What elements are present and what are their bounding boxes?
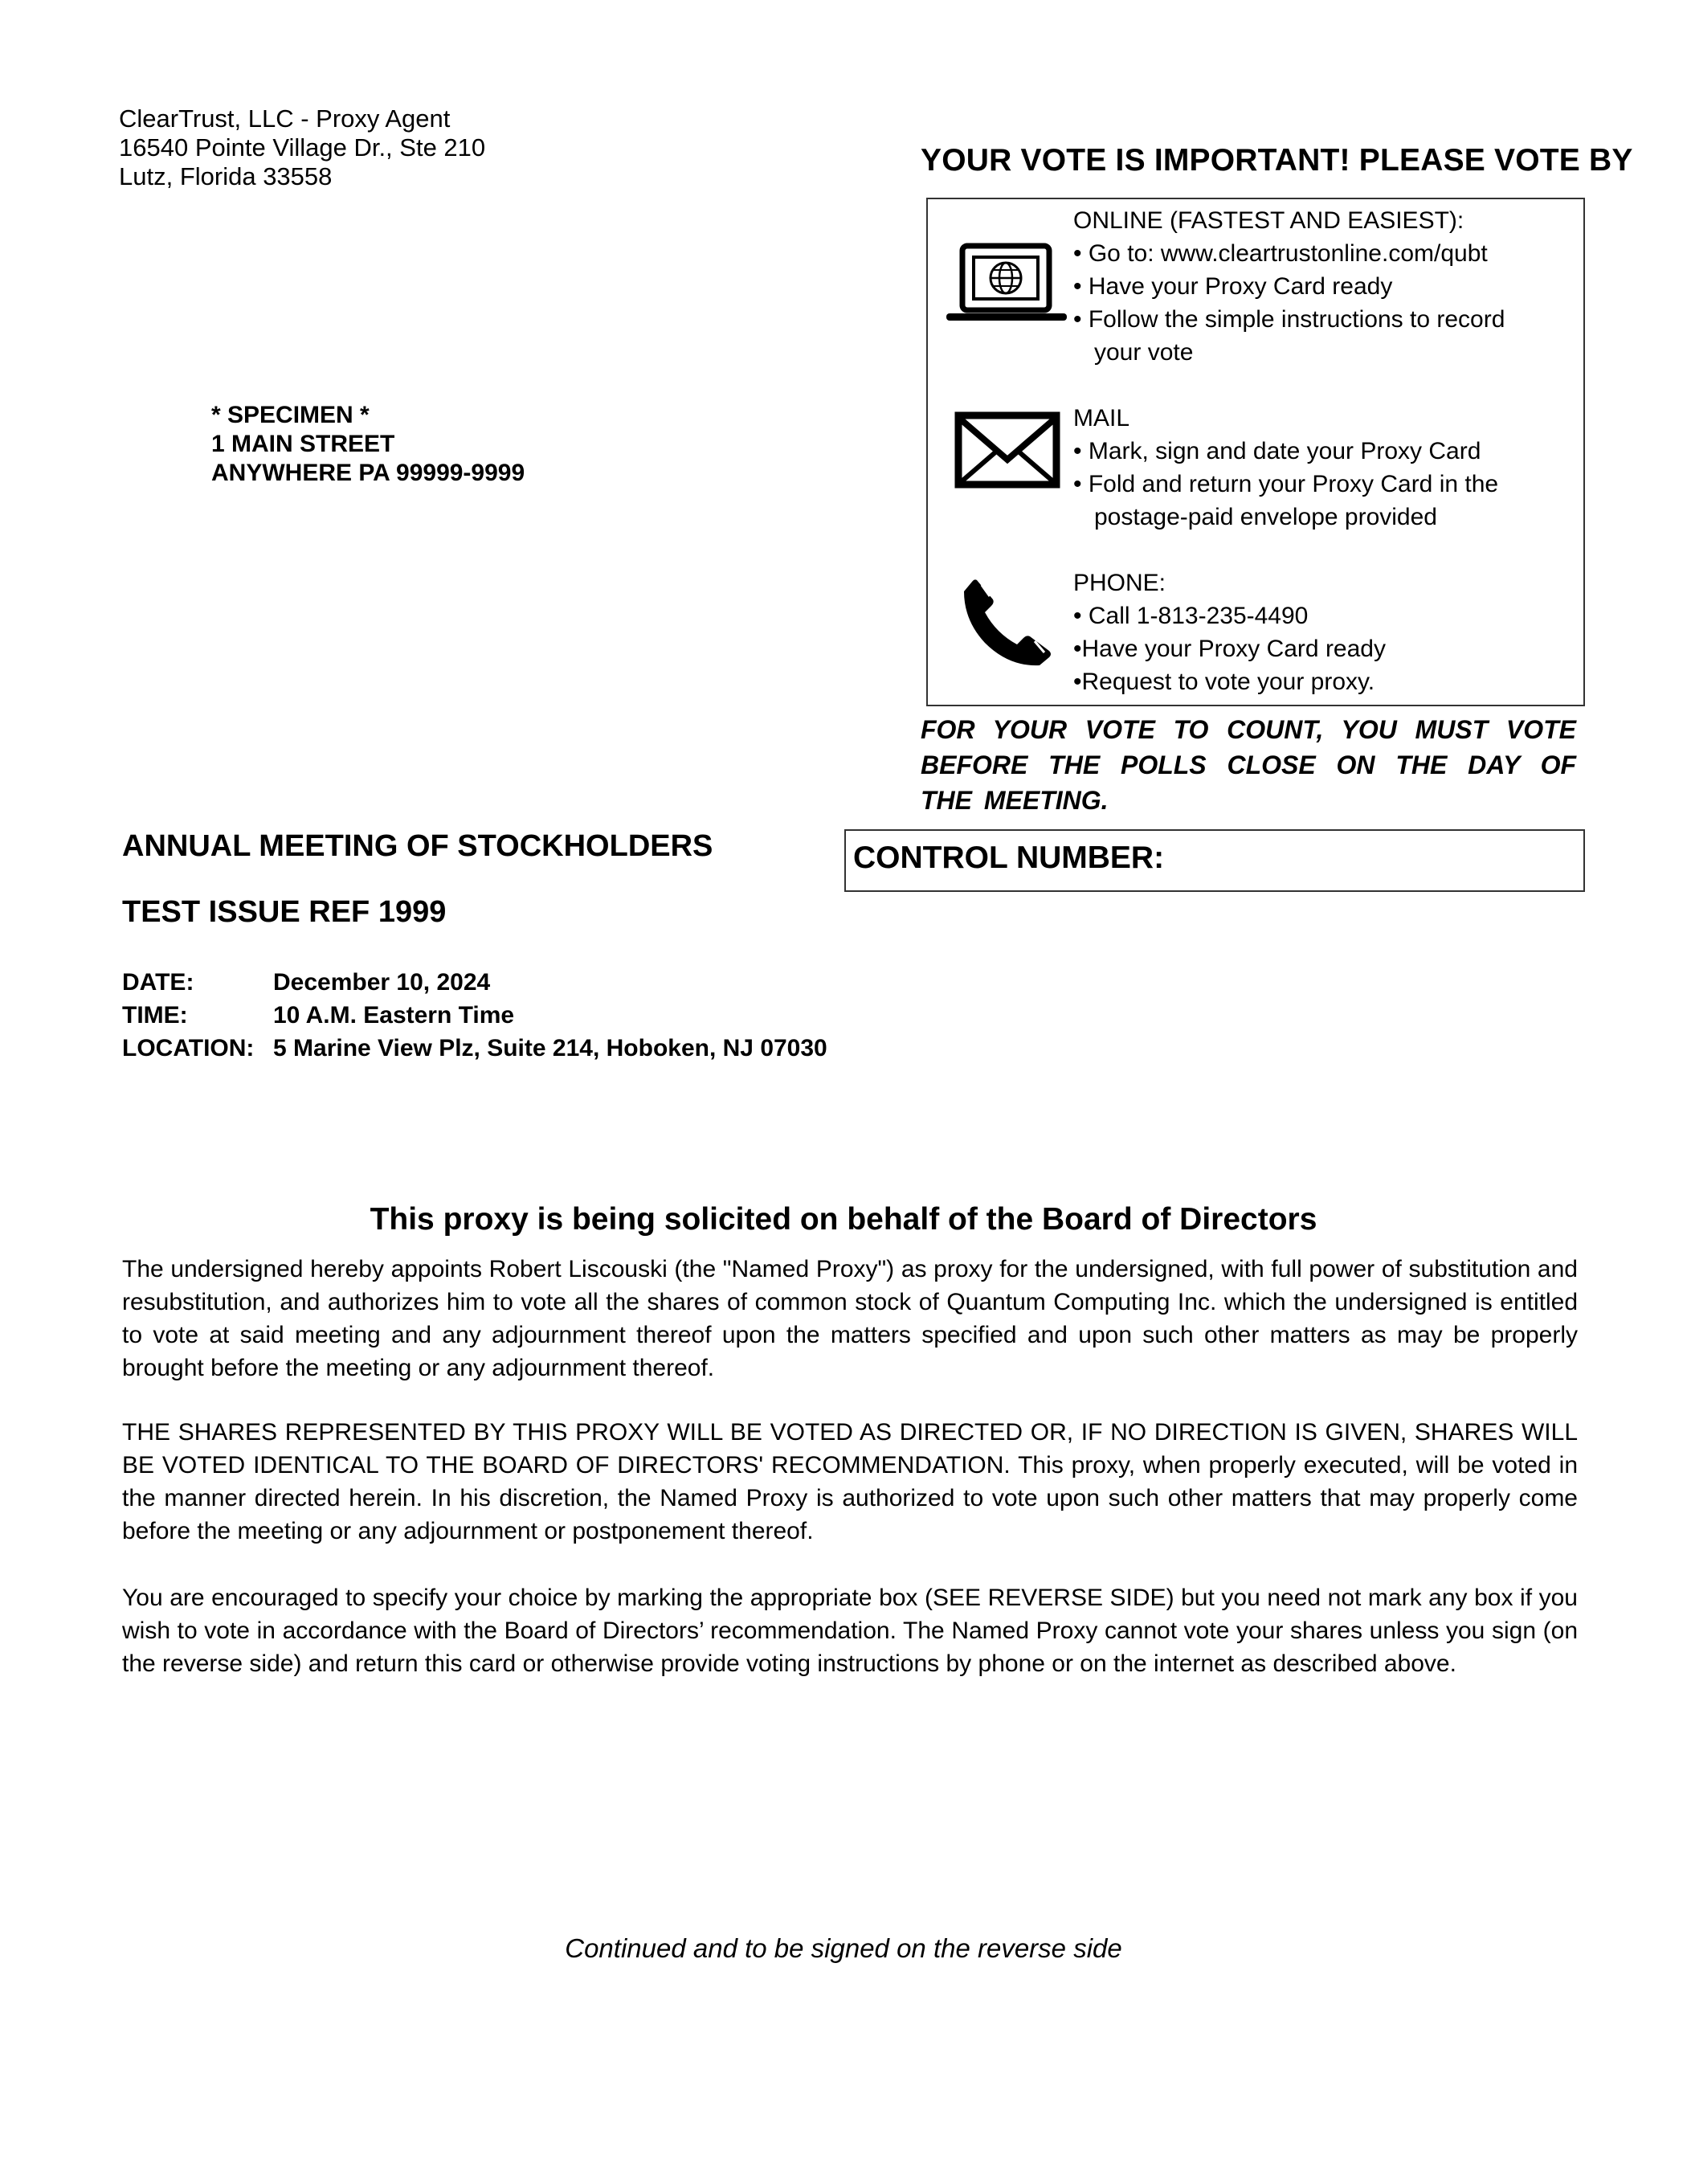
phone-voting-section [1073, 566, 1386, 698]
online-voting-section [1073, 204, 1505, 369]
proxy-agent-address [119, 104, 485, 191]
phone-title: PHONE: [1073, 570, 1166, 596]
online-item: • Go to: www.cleartrustonline.com/qubt [1073, 240, 1488, 267]
time-label: TIME: [122, 1002, 188, 1029]
mail-item: • Fold and return your Proxy Card in the [1073, 471, 1499, 497]
online-item: • Follow the simple instructions to record [1073, 306, 1505, 333]
phone-item: •Have your Proxy Card ready [1073, 636, 1386, 662]
time-row [122, 999, 827, 1032]
location-label: LOCATION: [122, 1035, 255, 1061]
laptop-globe-icon [945, 241, 1070, 325]
mail-voting-section [1073, 402, 1498, 534]
meeting-details [122, 966, 827, 1065]
location-row [122, 1032, 827, 1065]
date-row [122, 966, 827, 999]
mail-item: postage-paid envelope provided [1094, 504, 1437, 530]
phone-item: • Call 1-813-235-4490 [1073, 603, 1309, 629]
agent-line-1: ClearTrust, LLC - Proxy Agent [119, 104, 451, 133]
vote-deadline-note: FOR YOUR VOTE TO COUNT, YOU MUST VOTE BEFORE THE POLLS CLOSE ON THE DAY OF THE MEETING. [921, 715, 1576, 815]
phone-item: •Request to vote your proxy. [1073, 669, 1375, 695]
continued-note: Continued and to be signed on the reverse side [565, 1933, 1122, 1963]
appointment-paragraph: The undersigned hereby appoints Robert Liscouski (the "Named Proxy") as proxy for the undersigned, with full power of substitution and resubstitution, and authorizes him to vote all the shares of common stock of Quantum Computing Inc. which the undersigned is entitled to vote at said meeting and any adjournment thereof upon the matters specified and upon such other matters as may be properly brought before the meeting or any adjournment thereof. [122, 1256, 1578, 1381]
vote-heading: YOUR VOTE IS IMPORTANT! PLEASE VOTE BY [921, 143, 1633, 178]
recipient-line-1: * SPECIMEN * [211, 402, 370, 428]
online-title: ONLINE (FASTEST AND EASIEST): [1073, 207, 1464, 234]
date-label: DATE: [122, 969, 194, 996]
issue-title: TEST ISSUE REF 1999 [122, 895, 447, 929]
envelope-icon [954, 411, 1060, 489]
date-value: December 10, 2024 [273, 969, 491, 996]
online-item: your vote [1094, 339, 1194, 366]
solicitation-heading: This proxy is being solicited on behalf of the Board of Directors [370, 1202, 1317, 1237]
online-item: • Have your Proxy Card ready [1073, 273, 1393, 300]
instructions-paragraph: You are encouraged to specify your choice by marking the appropriate box (SEE REVERSE SIDE) but you need not mark any box if you wish to vote in accordance with the Board of Directors’ recommendation. The Named Proxy cannot vote your shares unless you sign (on the reverse side) and return this card or otherwise provide voting instructions by phone or on the internet as described above. [122, 1585, 1578, 1677]
mail-item: • Mark, sign and date your Proxy Card [1073, 438, 1481, 464]
control-number-label: CONTROL NUMBER: [853, 840, 1165, 875]
mail-title: MAIL [1073, 405, 1130, 431]
recipient-address [211, 401, 525, 488]
meeting-title: ANNUAL MEETING OF STOCKHOLDERS [122, 829, 713, 863]
voting-direction-paragraph: THE SHARES REPRESENTED BY THIS PROXY WILL BE VOTED AS DIRECTED OR, IF NO DIRECTION IS GIVEN, SHARES WILL BE VOTED IDENTICAL TO THE BOARD OF DIRECTORS' RECOMMENDATION. This proxy, when properly executed, will be voted in the manner directed herein. In his discretion, the Named Proxy is authorized to vote upon such other matters that may properly come before the meeting or any adjournment or postponement thereof. [122, 1419, 1578, 1544]
agent-line-2: 16540 Pointe Village Dr., Ste 210 [119, 133, 486, 162]
location-value: 5 Marine View Plz, Suite 214, Hoboken, NJ 07030 [273, 1035, 827, 1061]
agent-line-3: Lutz, Florida 33558 [119, 162, 333, 190]
recipient-line-3: ANYWHERE PA 99999-9999 [211, 460, 525, 486]
time-value: 10 A.M. Eastern Time [273, 1002, 515, 1029]
recipient-line-2: 1 MAIN STREET [211, 431, 395, 457]
phone-icon [961, 577, 1054, 667]
